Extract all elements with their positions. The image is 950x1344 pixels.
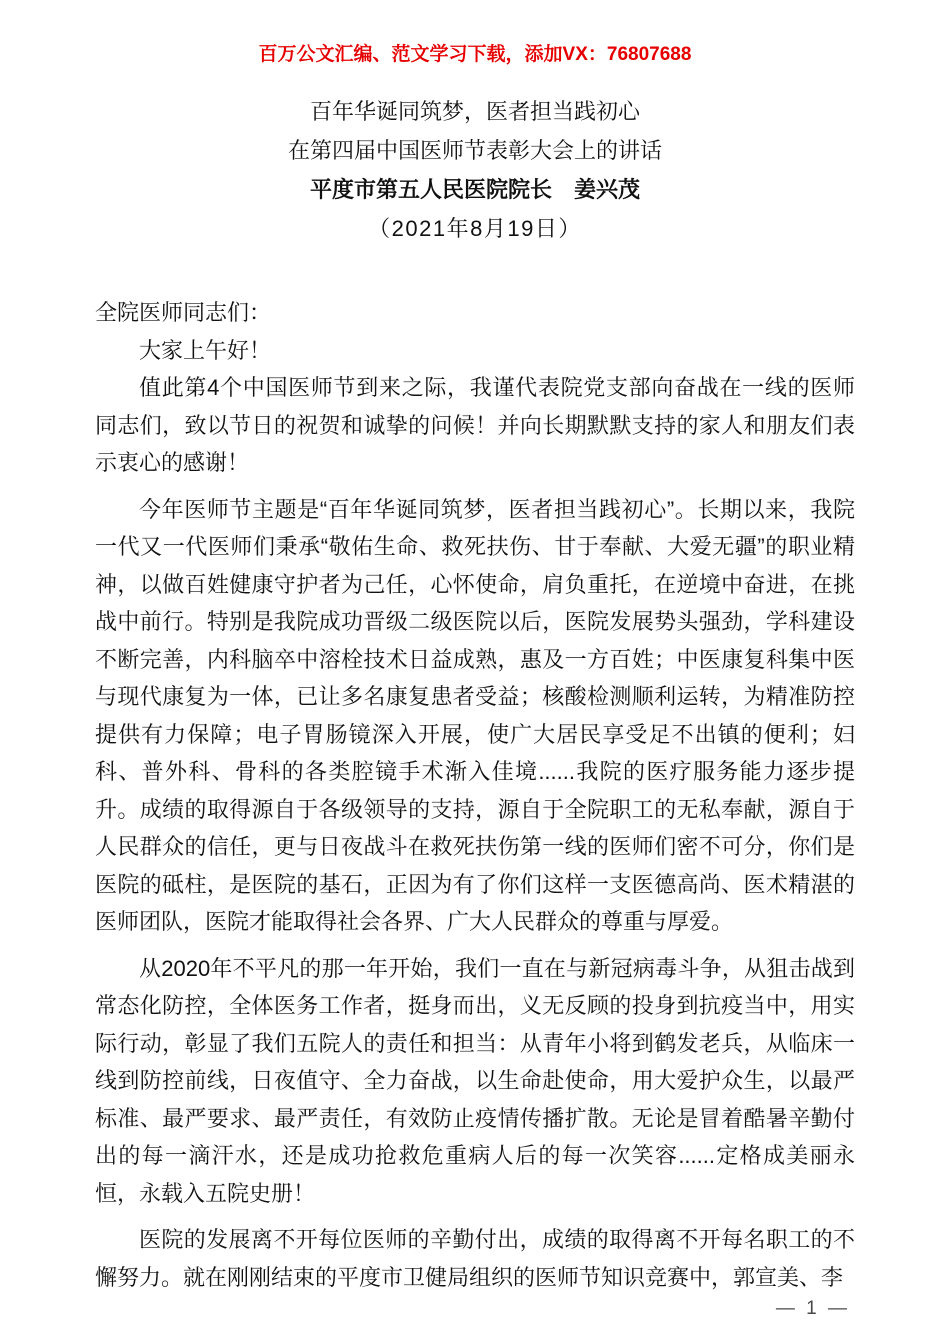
doc-title: 百年华诞同筑梦，医者担当践初心 [309, 99, 640, 124]
paragraph-4: 医院的发展离不开每位医师的辛勤付出，成绩的取得离不开每名职工的不懈努力。就在刚刚结束的平度市卫健局组织的医师节知识竞赛中，郭宣美、李 [95, 1227, 855, 1290]
doc-speaker: 平度市第五人民医院院长 姜兴茂 [309, 177, 640, 202]
paragraph-3: 从2020年不平凡的那一年开始，我们一直在与新冠病毒斗争，从狙击战到常态化防控，全体医务工作者，挺身而出，义无反顾的投身到抗疫当中，用实际行动，彰显了我们五院人的责任和担当：从青年小将到鹤发老兵，从临床一线到防控前线，日夜值守、全力奋战，以生命赴使命，用大爱护众生，以最严标准、最严要求、最严责任，有效防止疫情传播扩散。无论是冒着酷暑辛勤付出的每一滴汗水，还是成功抢救危重病人后的每一次笑容......定格成美丽永恒，永载入五院史册！ [95, 955, 855, 1206]
page-number: — 1 — [775, 1298, 850, 1319]
paragraph-1: 值此第4个中国医师节到来之际，我谨代表院党支部向奋战在一线的医师同志们，致以节日的祝贺和诚挚的问候！并向长期默默支持的家人和朋友们表示衷心的感谢！ [95, 375, 855, 475]
title-block [0, 92, 950, 248]
promo-watermark-text: 百万公文汇编、范文学习下载，添加VX：76807688 [258, 44, 692, 65]
salutation: 全院医师同志们： [95, 300, 272, 325]
doc-subtitle: 在第四届中国医师节表彰大会上的讲话 [287, 138, 662, 163]
doc-date: （2021年8月19日） [368, 216, 582, 241]
paragraph-2: 今年医师节主题是“百年华诞同筑梦，医者担当践初心”。长期以来，我院一代又一代医师们秉承“敬佑生命、救死扶伤、甘于奉献、大爱无疆”的职业精神，以做百姓健康守护者为己任，心怀使命，肩负重托，在逆境中奋进，在挑战中前行。特别是我院成功晋级二级医院以后，医院发展势头强劲，学科建设不断完善，内科脑卒中溶栓技术日益成熟，惠及一方百姓；中医康复科集中医与现代康复为一体，已让多名康复患者受益；核酸检测顺利运转，为精准防控提供有力保障；电子胃肠镜深入开展，使广大居民享受足不出镇的便利；妇科、普外科、骨科的各类腔镜手术渐入佳境......我院的医疗服务能力逐步提升。成绩的取得源自于各级领导的支持，源自于全院职工的无私奉献，源自于人民群众的信任，更与日夜战斗在救死扶伤第一线的医师们密不可分，你们是医院的砥柱，是医院的基石，正因为有了你们这样一支医德高尚、医术精湛的医师团队，医院才能取得社会各界、广大人民群众的尊重与厚爱。 [95, 496, 855, 934]
greeting-line: 大家上午好！ [139, 337, 272, 363]
document-body [0, 294, 950, 1296]
